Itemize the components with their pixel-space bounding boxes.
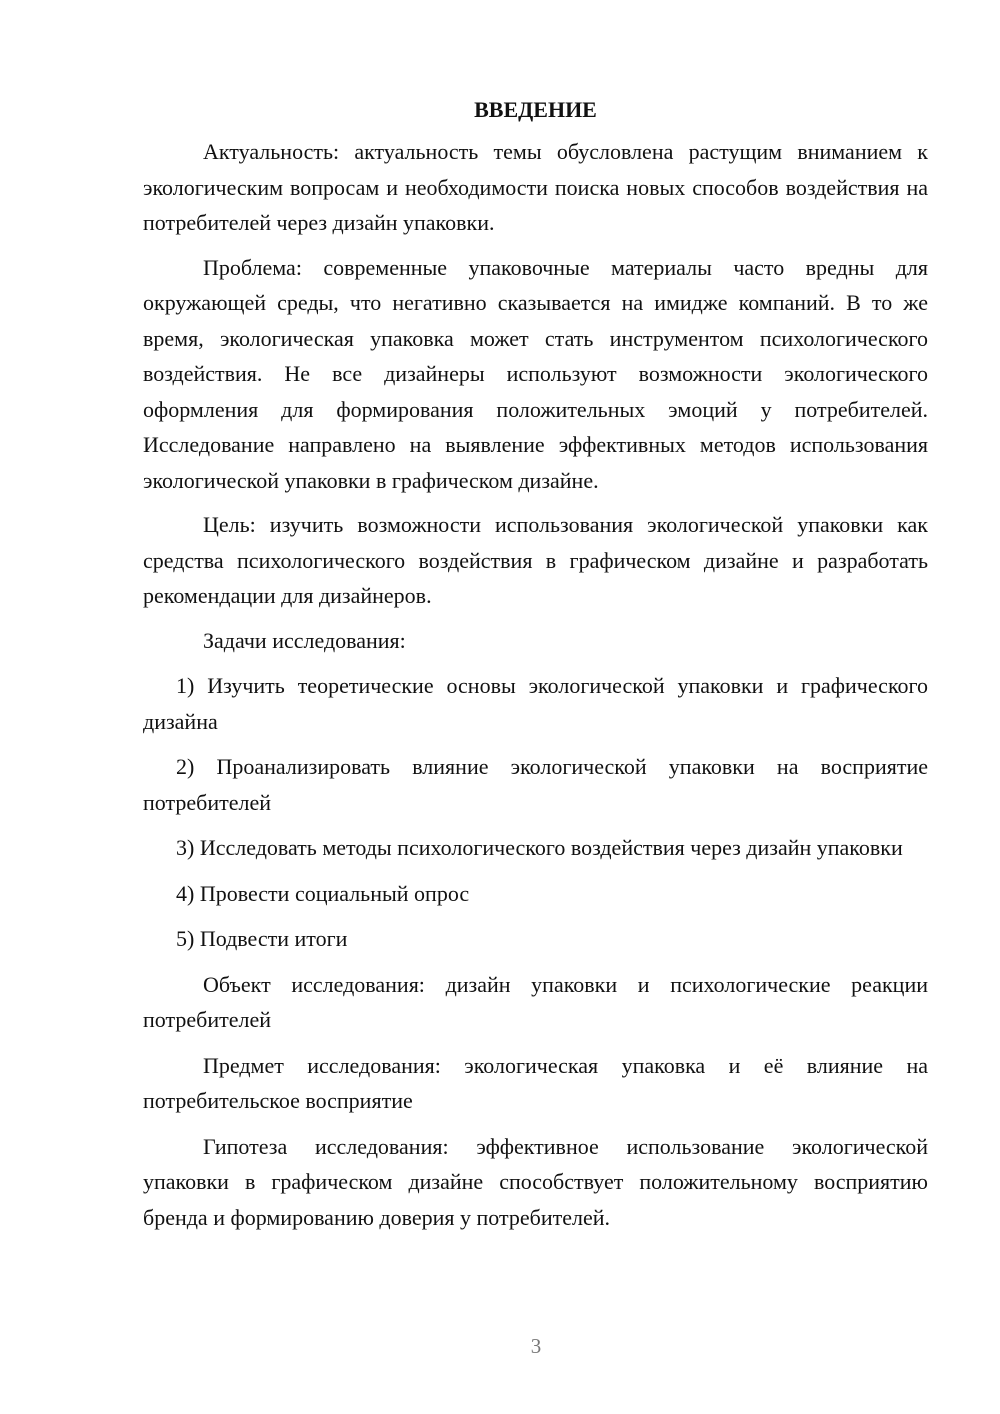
paragraph-goal: Цель: изучить возможности использования экологической упаковки как средства психологического воздействия в графическом дизайне и разработать рекомендации для дизайнеров. — [143, 512, 928, 608]
task-item-2: 2) Проанализировать влияние экологической упаковки на восприятие потребителей — [143, 754, 928, 815]
task-item-5: 5) Подвести итоги — [176, 926, 348, 951]
task-item-4: 4) Провести социальный опрос — [176, 880, 470, 906]
paragraph-problem: Проблема: современные упаковочные материалы часто вредны для окружающей среды, что негативно сказывается на имидже компаний. В то же время, экологическая упаковка может стать инструментом психологического воздействия. Не все дизайнеры используют возможности экологического оформления для формирования положительных эмоций у потребителей. Исследование направлено на выявление эффективных методов использования экологической упаковки в графическом дизайне. — [143, 254, 928, 493]
paragraph-hypothesis: Гипотеза исследования: эффективное использование экологической упаковки в графическом дизайне способствует положительному восприятию бренда и формированию доверия у потребителей. — [143, 1133, 928, 1230]
paragraph-subject: Предмет исследования: экологическая упаковка и её влияние на потребительское восприятие — [143, 1052, 928, 1113]
page-body — [143, 92, 928, 1235]
page-number: 3 — [530, 1334, 542, 1358]
task-item-3: 3) Исследовать методы психологического воздействия через дизайн упаковки — [176, 835, 903, 860]
task-item-1: 1) Изучить теоретические основы экологической упаковки и графического дизайна — [143, 673, 928, 734]
paragraph-tasks-intro: Задачи исследования: — [203, 627, 406, 653]
section-heading: ВВЕДЕНИЕ — [474, 97, 597, 122]
paragraph-relevance: Актуальность: актуальность темы обусловлена растущим вниманием к экологическим вопросам и необходимости поиска новых способов воздействия на потребителей через дизайн упаковки. — [143, 139, 928, 235]
paragraph-object: Объект исследования: дизайн упаковки и психологические реакции потребителей — [143, 971, 928, 1032]
